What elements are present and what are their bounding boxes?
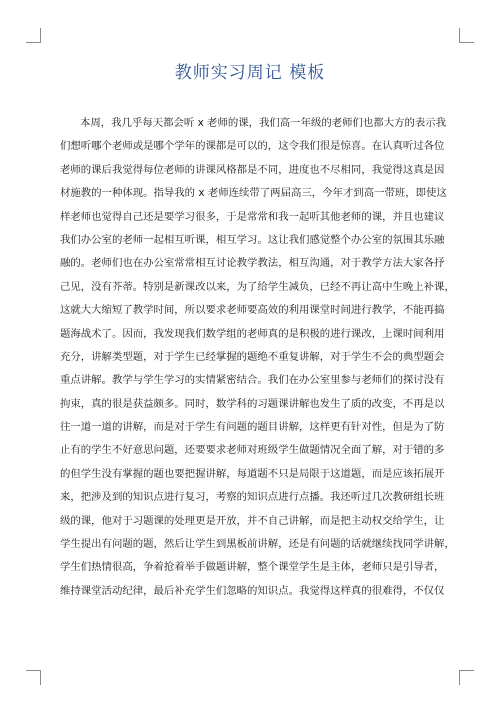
body-line: 融的。老师们也在办公室常常相互讨论教学教法，相互沟通，对于教学方法大家各抒 bbox=[60, 257, 445, 270]
body-line: 这就大大缩短了教学时间，所以要求老师要高效的利用课堂时间进行教学，不能再搞 bbox=[60, 304, 445, 317]
crop-mark-bottom-right bbox=[459, 670, 474, 685]
body-line: 学生们热情很高，争着抢着举手做题讲解，整个课堂学生是主体，老师只是引导者， bbox=[60, 561, 445, 574]
body-line: 题海战术了。因而，我发现我们数学组的老师真的是积极的进行课改，上课时间利用 bbox=[60, 327, 445, 340]
body-line: 样老师也觉得自己还是要学习很多，于是常常和我一起听其他老师的课，并且也建议 bbox=[60, 210, 445, 223]
document-title: 教师实习周记 模板 bbox=[174, 63, 326, 83]
body-line: 己见，没有芥蒂。特别是新课改以来，为了给学生减负，已经不再让高中生晚上补课， bbox=[60, 280, 455, 293]
body-line: 本周，我几乎每天都会听 x 老师的课，我们高一年级的老师们也都大方的表示我 bbox=[80, 117, 447, 129]
body-line: 们想听哪个老师或是哪个学年的课都是可以的，这令我们很是惊喜。在认真听过各位 bbox=[60, 140, 445, 153]
body-line: 来，把涉及到的知识点进行复习，考察的知识点进行点播。我还听过几次教研组长班 bbox=[60, 491, 445, 504]
body-line: 材施教的一种体现。指导我的 x 老师连续带了两届高三，今年才到高一带班，即使这 bbox=[60, 187, 447, 200]
body-line: 学生提出有问题的题，然后让学生到黑板前讲解，还是有问题的话就继续找同学讲解， bbox=[60, 538, 455, 551]
body-line: 级的课，他对于习题课的处理更是开放，并不自己讲解，而是把主动权交给学生，让 bbox=[60, 514, 445, 527]
body-line: 拘束，真的很是获益颇多。同时，数学科的习题课讲解也发生了质的改变，不再是以 bbox=[60, 397, 445, 410]
body-line: 维持课堂活动纪律，最后补充学生们忽略的知识点。我觉得这样真的很难得，不仅仅 bbox=[60, 584, 445, 597]
body-line: 重点讲解。教学与学生学习的实情紧密结合。我们在办公室里参与老师们的探讨没有 bbox=[60, 374, 445, 387]
body-line: 老师的课后我觉得每位老师的讲课风格都是不同，进度也不尽相同，我觉得这真是因 bbox=[60, 163, 445, 176]
crop-mark-top-right bbox=[459, 28, 474, 43]
body-line: 止有的学生不好意思问题，还要要求老师对班级学生做题情况全面了解，对于错的多 bbox=[60, 444, 445, 457]
document-body bbox=[60, 112, 455, 603]
crop-mark-top-left bbox=[26, 28, 41, 43]
body-line: 充分，讲解类型题，对于学生已经掌握的题绝不重复讲解，对于学生不会的典型题会 bbox=[60, 350, 445, 363]
body-line: 我们办公室的老师一起相互听课，相互学习。这让我们感觉整个办公室的氛围其乐融 bbox=[60, 233, 445, 246]
body-line: 往一道一道的讲解，而是对于学生有问题的题目讲解，这样更有针对性，但是为了防 bbox=[60, 421, 445, 434]
crop-mark-bottom-left bbox=[26, 670, 41, 685]
body-line: 的但学生没有掌握的题也要把握讲解，每道题不只是局限于这道题，而是应该拓展开 bbox=[60, 467, 445, 480]
